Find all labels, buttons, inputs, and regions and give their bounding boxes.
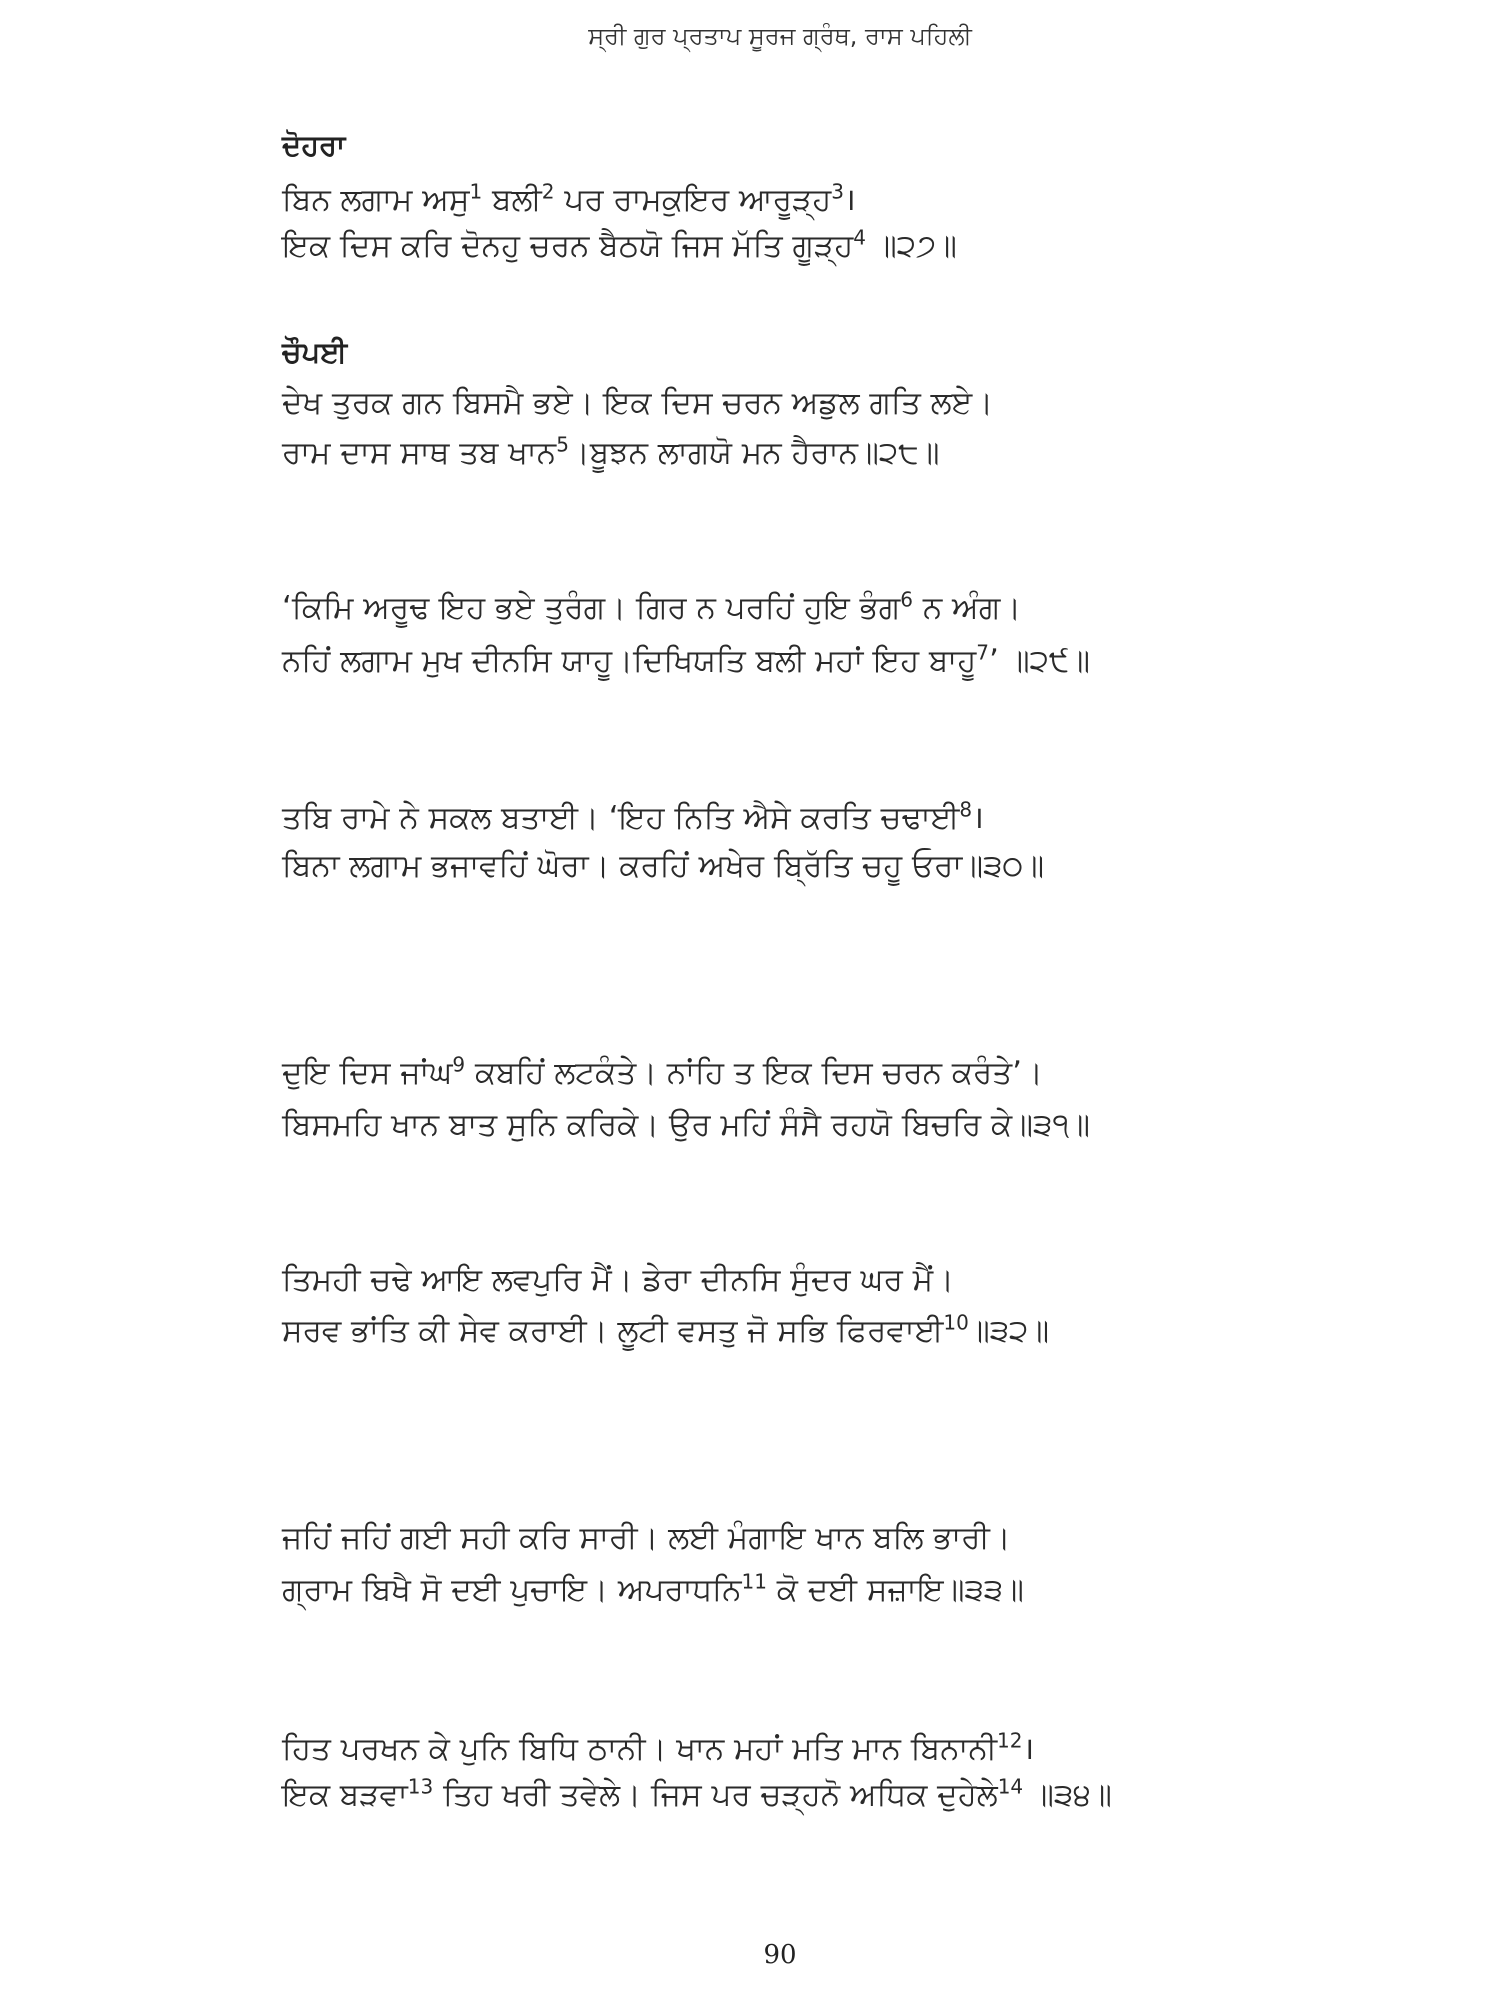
verse-text: ਇਕ ਦਿਸ ਕਰਿ ਦੋਨਹੁ ਚਰਨ ਬੈਠਯੋ ਜਿਸ ਮੱਤਿ ਗੂੜ੍ਹ: [282, 228, 854, 264]
verse-text: ‘ਕਿਮਿ ਅਰੂਢ ਇਹ ਭਏ ਤੁਰੰਗ। ਗਿਰ ਨ ਪਰਹਿਂ ਹੁਇ ਭੰਗ: [282, 590, 901, 626]
verse-text: ਕਬਹਿਂ ਲਟਕੰਤੇ। ਨਾਂਹਿ ਤ ਇਕ ਦਿਸ ਚਰਨ ਕਰੰਤੇ’।: [465, 1055, 1043, 1091]
verse-line: [282, 1262, 954, 1299]
footnote-marker: 9: [452, 1052, 466, 1077]
footnote-marker: 11: [741, 1569, 767, 1594]
verse-text: ਬਿਨ ਲਗਾਮ ਅਸੁ: [282, 182, 470, 218]
verse-text: ।: [1022, 1731, 1035, 1767]
verse-line: [282, 1774, 1112, 1814]
verse-text: ਬਲੀ: [482, 182, 542, 218]
verse-line: [282, 640, 1091, 680]
verse-line: [282, 225, 957, 265]
verse-line: [282, 848, 1044, 885]
verse-text: ਨ ਅੰਗ।: [912, 590, 1022, 626]
verse-text: ਬਿਸਮਹਿ ਖਾਨ ਬਾਤ ਸੁਨਿ ਕਰਿਕੇ। ਉਰ ਮਹਿਂ ਸੰਸੈ ਰਹਯੋ ਬਿਚਰਿ ਕੇ॥੩੧॥: [282, 1107, 1091, 1143]
footnote-marker: 14: [997, 1774, 1024, 1799]
verse-text: ।: [972, 800, 984, 836]
footnote-marker: 7: [976, 640, 989, 665]
verse-line: [282, 385, 993, 422]
verse-text: ਗ੍ਰਾਮ ਬਿਖੈ ਸੋ ਦਈ ਪੁਚਾਇ। ਅਪਰਾਧਨਿ: [282, 1572, 742, 1608]
verse-line: [282, 432, 940, 472]
verse-text: ।: [844, 182, 856, 218]
verse-text: ।ਬੂਝਨ ਲਾਗਯੋ ਮਨ ਹੈਰਾਨ॥੨੮॥: [568, 435, 940, 471]
verse-text: ਦੁਇ ਦਿਸ ਜਾਂਘ: [282, 1055, 453, 1091]
footnote-marker: 13: [407, 1774, 434, 1799]
footnote-marker: 1: [469, 179, 483, 204]
section-heading-dohra: ਦੋਹਰਾ: [282, 128, 346, 162]
verse-text: ’ ॥੨੯॥: [988, 643, 1091, 679]
verse-text: ਰਾਮ ਦਾਸ ਸਾਥ ਤਬ ਖਾਨ: [282, 435, 557, 471]
verse-text: ਸਰਵ ਭਾਂਤਿ ਕੀ ਸੇਵ ਕਰਾਈ। ਲੂਟੀ ਵਸਤੁ ਜੋ ਸਭਿ ਫਿਰਵਾਈ: [282, 1313, 944, 1349]
page-number: 90: [763, 1940, 797, 1970]
verse-text: ਬਿਨਾ ਲਗਾਮ ਭਜਾਵਹਿਂ ਘੋਰਾ। ਕਰਹਿਂ ਅਖੇਰ ਬ੍ਰਿੱਤਿ ਚਹੂ ਓਰਾ॥੩੦॥: [282, 848, 1045, 884]
verse-line: [282, 1727, 1034, 1769]
verse-text: ॥੨੭॥: [865, 228, 957, 264]
verse-text: ਇਕ ਬੜਵਾ: [282, 1777, 408, 1813]
footnote-marker: 10: [943, 1310, 969, 1335]
footnote-marker: 6: [900, 587, 913, 612]
verse-line: [282, 1310, 1050, 1350]
verse-line: [282, 796, 984, 838]
verse-text: ਕੋ ਦਈ ਸਜ਼ਾਇ॥੩੩॥: [766, 1572, 1024, 1608]
verse-text: ਜਹਿਂ ਜਹਿਂ ਗਈ ਸਹੀ ਕਰਿ ਸਾਰੀ। ਲਈ ਮੰਗਾਇ ਖਾਨ ਬਲਿ ਭਾਰੀ।: [282, 1520, 1011, 1556]
verse-text: ਤਿਹ ਖਰੀ ਤਵੇਲੇ। ਜਿਸ ਪਰ ਚੜ੍ਹਨੋ ਅਧਿਕ ਦੁਹੇਲੇ: [433, 1777, 998, 1813]
footnote-marker: 3: [831, 179, 845, 204]
verse-text: ਤਿਮਹੀ ਚਢੇ ਆਇ ਲਵਪੁਰਿ ਮੈਂ। ਡੇਰਾ ਦੀਨਸਿ ਸੁੰਦਰ ਘਰ ਮੈਂ।: [282, 1262, 954, 1298]
verse-text: ॥੩੨॥: [968, 1313, 1050, 1349]
running-header: ਸ੍ਰੀ ਗੁਰ ਪ੍ਰਤਾਪ ਸੂਰਜ ਗ੍ਰੰਥ, ਰਾਸ ਪਹਿਲੀ: [588, 22, 972, 50]
verse-line: [282, 587, 1022, 627]
verse-text: ਤਬਿ ਰਾਮੇ ਨੇ ਸਕਲ ਬਤਾਈ। ‘ਇਹ ਨਿਤਿ ਐਸੇ ਕਰਤਿ ਚਢਾਈ: [282, 800, 960, 836]
verse-line: [282, 1520, 1011, 1557]
footnote-marker: 12: [997, 1728, 1023, 1753]
verse-text: ॥੩੪॥: [1023, 1777, 1112, 1813]
verse-text: ਦੇਖ ਤੁਰਕ ਗਨ ਬਿਸਮੈ ਭਏ। ਇਕ ਦਿਸ ਚਰਨ ਅਡੁਲ ਗਤਿ ਲਏ।: [282, 385, 994, 421]
verse-line: [282, 1107, 1090, 1144]
footnote-marker: 8: [959, 797, 973, 822]
verse-text: ਨਹਿਂ ਲਗਾਮ ਮੁਖ ਦੀਨਸਿ ਯਾਹੂ।ਦਿਖਿਯਤਿ ਬਲੀ ਮਹਾਂ ਇਹ ਬਾਹੂ: [282, 643, 977, 679]
verse-line: [282, 1052, 1043, 1092]
footnote-marker: 5: [556, 432, 569, 457]
section-heading-chaupai: ਚੌਪਈ: [282, 335, 348, 369]
verse-line: [282, 1569, 1024, 1609]
verse-line: [282, 178, 856, 220]
footnote-marker: 4: [853, 225, 866, 250]
verse-text: ਹਿਤ ਪਰਖਨ ਕੇ ਪੁਨਿ ਬਿਧਿ ਠਾਨੀ। ਖਾਨ ਮਹਾਂ ਮਤਿ ਮਾਨ ਬਿਨਾਨੀ: [282, 1731, 998, 1767]
verse-text: ਪਰ ਰਾਮਕੁਇਰ ਆਰੂੜ੍ਹ: [554, 182, 832, 218]
footnote-marker: 2: [541, 179, 555, 204]
